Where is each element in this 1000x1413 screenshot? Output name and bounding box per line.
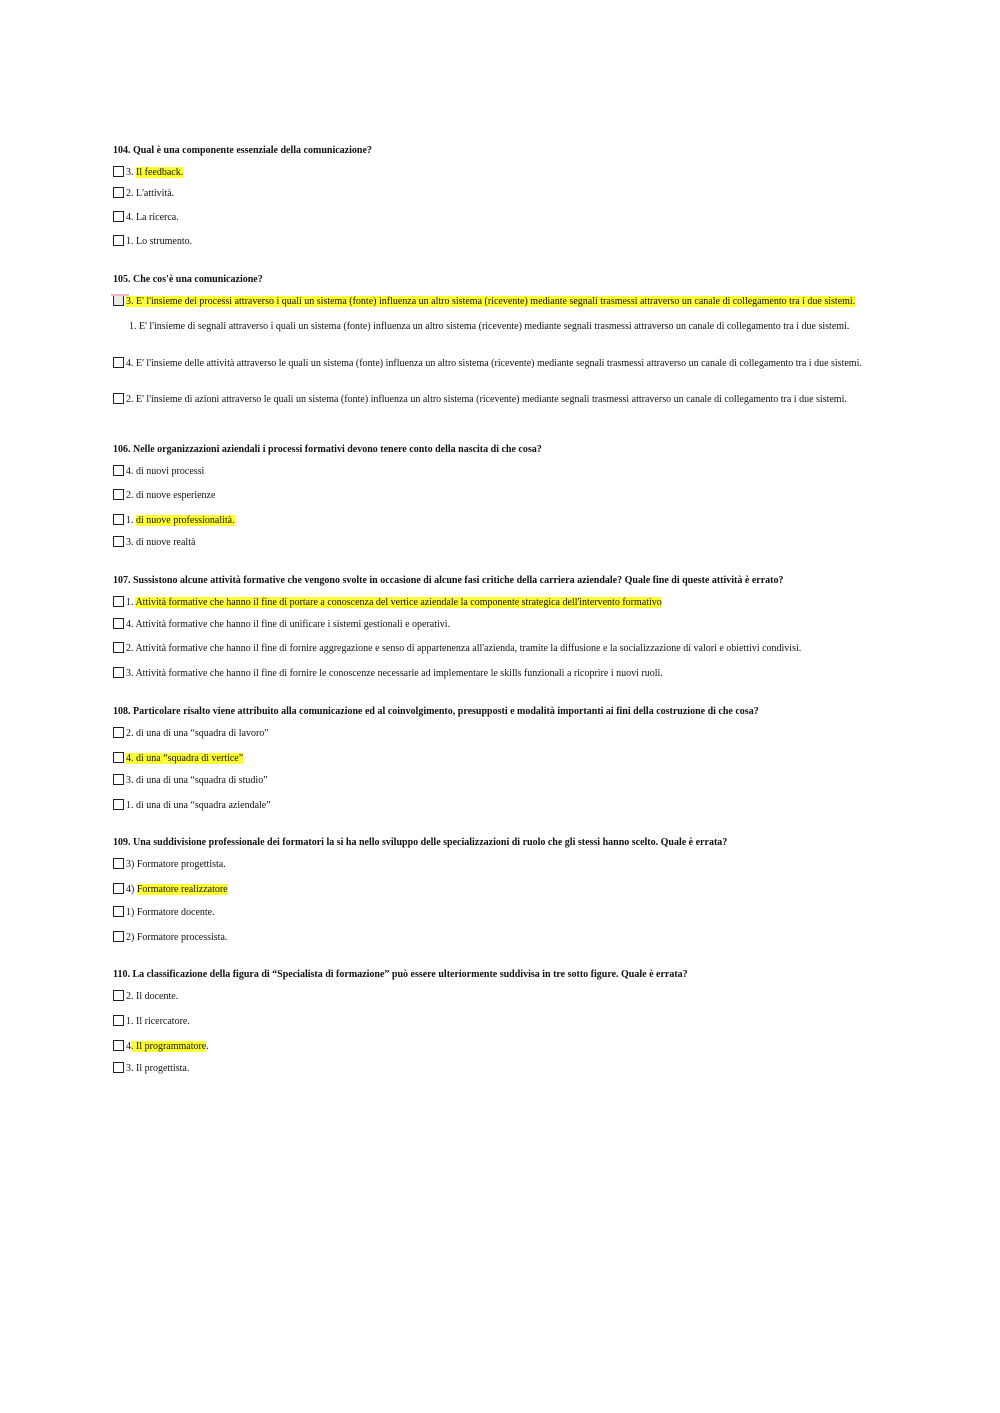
highlighted-answer: Il feedback. bbox=[136, 167, 184, 178]
checkbox[interactable] bbox=[113, 799, 124, 810]
checkbox[interactable] bbox=[113, 727, 124, 738]
question-104 bbox=[113, 144, 888, 247]
checkbox[interactable] bbox=[113, 166, 124, 177]
answer-option[interactable] bbox=[113, 752, 888, 765]
answer-option[interactable]: 1. di nuove professionalità. bbox=[113, 514, 888, 527]
answer-option[interactable]: 4. E' l'insieme delle attività attraverso le quali un sistema (fonte) influenza un altro sistema (ricevente) mediante segnali trasmessi attraverso un canale di collegamento tra i due sistemi. bbox=[113, 357, 888, 370]
answer-option: 1. E' l'insieme di segnali attraverso i quali un sistema (fonte) influenza un altro sistema (ricevente) mediante segnali trasmessi attraverso un canale di collegamento tra i due sistemi. bbox=[129, 321, 850, 332]
question-title: 107. Sussistono alcune attività formative che vengono svolte in occasione di alcune fasi critiche della carriera aziendale? Quale fine di queste attività è errato? bbox=[113, 575, 784, 586]
highlighted-answer: Formatore realizzatore bbox=[136, 884, 228, 895]
question-107 bbox=[113, 574, 888, 679]
checkbox[interactable] bbox=[113, 618, 124, 629]
checkbox[interactable] bbox=[113, 906, 124, 917]
checkbox[interactable] bbox=[113, 642, 124, 653]
checkbox[interactable] bbox=[113, 883, 124, 894]
checkbox[interactable] bbox=[113, 465, 124, 476]
checkbox[interactable] bbox=[113, 990, 124, 1001]
checkbox[interactable] bbox=[113, 774, 124, 785]
answer-option[interactable]: 3) Formatore progettista. bbox=[113, 858, 888, 871]
highlighted-answer: . Il programmatore bbox=[131, 1041, 207, 1052]
answer-option[interactable]: 4. Il programmatore. bbox=[113, 1040, 888, 1053]
question-title: 110. La classificazione della figura di “Specialista di formazione” può essere ulteriormente suddivisa in tre sotto figure. Quale è errata? bbox=[113, 969, 688, 980]
question-106 bbox=[113, 443, 888, 548]
checkbox[interactable] bbox=[113, 514, 124, 525]
answer-option[interactable]: 1. di una di una “squadra aziendale” bbox=[113, 799, 888, 812]
answer-option[interactable]: 4. Attività formative che hanno il fine di unificare i sistemi gestionali e operativi. bbox=[113, 618, 888, 631]
answer-option[interactable] bbox=[113, 295, 888, 308]
answer-option[interactable]: 4. di nuovi processi bbox=[113, 465, 888, 478]
highlighted-answer: Attività formative che hanno il fine di portare a conoscenza del vertice aziendale la componente strategica dell'intervento formativo bbox=[135, 597, 662, 608]
question-109 bbox=[113, 836, 888, 943]
answer-option[interactable]: 2. di una di una “squadra di lavoro” bbox=[113, 727, 888, 740]
question-title: 105. Che cos'è una comunicazione? bbox=[113, 274, 263, 285]
answer-option[interactable]: 2. Attività formative che hanno il fine di fornire aggregazione e senso di appartenenza all'azienda, tramite la diffusione e la socializzazione di valori e obiettivi condivisi. bbox=[113, 642, 888, 655]
answer-option[interactable]: 1) Formatore docente. bbox=[113, 906, 888, 919]
answer-option[interactable]: 1. Il ricercatore. bbox=[113, 1015, 888, 1028]
answer-option[interactable]: 2. E' l'insieme di azioni attraverso le quali un sistema (fonte) influenza un altro sistema (ricevente) mediante segnali trasmessi attraverso un canale di collegamento tra i due sistemi. bbox=[113, 393, 888, 406]
answer-option[interactable]: 1. Lo strumento. bbox=[113, 235, 888, 248]
answer-option[interactable]: 4) Formatore realizzatore bbox=[113, 883, 888, 896]
question-105 bbox=[113, 273, 888, 405]
checkbox[interactable] bbox=[113, 489, 124, 500]
checkbox[interactable] bbox=[113, 536, 124, 547]
checkbox[interactable] bbox=[113, 858, 124, 869]
checkbox[interactable] bbox=[113, 187, 124, 198]
checkbox[interactable] bbox=[113, 357, 124, 368]
checkbox[interactable] bbox=[113, 931, 124, 942]
answer-option[interactable]: 3. di nuove realtà bbox=[113, 536, 888, 549]
annotation-mark bbox=[111, 294, 129, 296]
checkbox[interactable] bbox=[113, 211, 124, 222]
answer-option[interactable]: 2. L'attività. bbox=[113, 187, 888, 200]
question-110 bbox=[113, 968, 888, 1074]
checkbox[interactable] bbox=[113, 295, 124, 306]
checkbox[interactable] bbox=[113, 1015, 124, 1026]
checkbox[interactable] bbox=[113, 1062, 124, 1073]
answer-option[interactable]: 3. Il feedback. bbox=[113, 166, 888, 179]
question-title: 108. Particolare risalto viene attribuito alla comunicazione ed al coinvolgimento, presupposti e modalità importanti ai fini della costruzione di che cosa? bbox=[113, 706, 759, 717]
checkbox[interactable] bbox=[113, 752, 124, 763]
checkbox[interactable] bbox=[113, 667, 124, 678]
answer-option[interactable]: 4. La ricerca. bbox=[113, 211, 888, 224]
checkbox[interactable] bbox=[113, 1040, 124, 1051]
answer-option[interactable]: 2. di nuove esperienze bbox=[113, 489, 888, 502]
answer-option[interactable]: 2) Formatore processista. bbox=[113, 931, 888, 944]
checkbox[interactable] bbox=[113, 235, 124, 246]
checkbox[interactable] bbox=[113, 596, 124, 607]
answer-option[interactable]: 2. Il docente. bbox=[113, 990, 888, 1003]
answer-option[interactable]: 3. Attività formative che hanno il fine di fornire le conoscenze necessarie ad implementare le skills funzionali a ricoprire i nuovi ruoli. bbox=[113, 667, 888, 680]
answer-option[interactable]: 3. Il progettista. bbox=[113, 1062, 888, 1075]
highlighted-answer: di nuove professionalità. bbox=[136, 515, 235, 526]
checkbox[interactable] bbox=[113, 393, 124, 404]
highlighted-answer: 3. E' l'insieme dei processi attraverso i quali un sistema (fonte) influenza un altro sistema (ricevente) mediante segnali trasmessi attraverso un canale di collegamento tra i due sistemi. bbox=[126, 296, 856, 307]
answer-option[interactable]: 3. di una di una “squadra di studio” bbox=[113, 774, 888, 787]
question-title: 106. Nelle organizzazioni aziendali i processi formativi devono tenere conto della nascita di che cosa? bbox=[113, 444, 542, 455]
question-108 bbox=[113, 705, 888, 811]
answer-option[interactable]: 1. Attività formative che hanno il fine di portare a conoscenza del vertice aziendale la componente strategica dell'intervento formativo bbox=[113, 596, 888, 609]
question-title: 104. Qual è una componente essenziale della comunicazione? bbox=[113, 145, 372, 156]
question-title: 109. Una suddivisione professionale dei formatori la si ha nello sviluppo delle specializzazioni di ruolo che gli stessi hanno scelto. Quale è errata? bbox=[113, 837, 728, 848]
highlighted-answer: 4. di una “squadra di vertice” bbox=[126, 753, 244, 764]
